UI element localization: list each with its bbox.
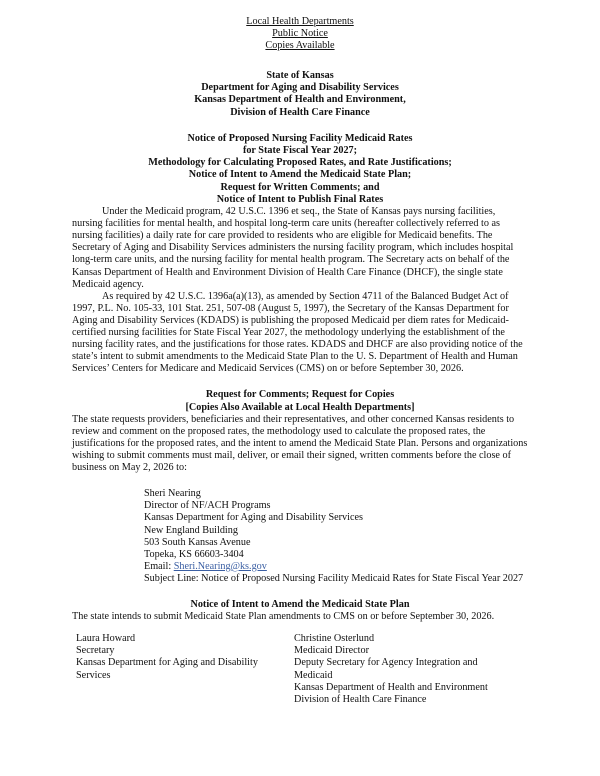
notice-title: [72, 133, 528, 206]
email-link[interactable]: Sheri.Nearing@ks.gov: [173, 560, 267, 572]
contact-street: 503 South Kansas Avenue: [144, 536, 251, 548]
sig-right-name: Christine Osterlund: [294, 633, 375, 645]
paragraph-requirements: As required by 42 U.S.C. 1396a(a)(13), as amended by Section 4711 of the Balanced Budget Act of 1997, P.L. No. 105-33, 101 Stat. 251, 507-08 (August 5, 1997), the Secretary of the Kansas Department for Aging and Disability Services (KDADS) is publishing the proposed Medicaid per diem rates for Medicaid-certified nursing facilities for State Fiscal Year 2027, the methodology underlying the establishment of the nursing facility rates, and the justifications for those rates. KDADS and DHCF are also providing notice of the state’s intent to submit amendments to the Medicaid State Plan to the U. S. Department of Health and Human Services’ Centers for Medicare and Medicaid Services (CMS) on or before September 30, 2026.: [72, 290, 523, 375]
paragraph-amend: The state intends to submit Medicaid State Plan amendments to CMS on or before September 30, 2026.: [72, 611, 495, 623]
sig-right-title-2a: Deputy Secretary for Agency Integration and: [294, 657, 478, 669]
agency-block: [72, 70, 528, 119]
document-header: [72, 16, 528, 52]
email-label: Email:: [144, 560, 174, 572]
sig-left-org-1: Kansas Department for Aging and Disability: [76, 657, 258, 669]
sig-left-title: Secretary: [76, 645, 115, 657]
header-line-2: Public Notice: [272, 28, 328, 39]
sig-right-org-2: Division of Health Care Finance: [294, 693, 427, 705]
signature-block: [72, 633, 528, 706]
agency-line-2: Department for Aging and Disability Services: [201, 82, 399, 94]
request-heading: [72, 389, 528, 413]
contact-block: [144, 488, 528, 585]
sig-left-org-2: Services: [76, 669, 111, 681]
signature-left: [72, 633, 294, 706]
contact-subject: Subject Line: Notice of Proposed Nursing Facility Medicaid Rates for State Fiscal Year 2027: [144, 572, 524, 584]
amend-heading: Notice of Intent to Amend the Medicaid State Plan: [190, 598, 410, 610]
contact-org: Kansas Department for Aging and Disability Services: [144, 512, 363, 524]
request-heading-line-2: [Copies Also Available at Local Health Departments]: [185, 401, 415, 413]
notice-line-1: Notice of Proposed Nursing Facility Medicaid Rates: [187, 132, 413, 144]
contact-title: Director of NF/ACH Programs: [144, 500, 271, 512]
sig-right-title-2b: Medicaid: [294, 669, 333, 681]
agency-line-4: Division of Health Care Finance: [230, 106, 370, 118]
header-line-3: Copies Available: [265, 40, 335, 51]
paragraph-medicaid-program: Under the Medicaid program, 42 U.S.C. 1396 et seq., the State of Kansas pays nursing facilities, nursing facilities for mental health, and hospital long-term care units (hereafter collectively referred to as nursing facilities) a daily rate for care provided to residents who are eligible for Medicaid benefits. The Secretary of Aging and Disability Services administers the nursing facility program, which includes hospital long-term care units, and the nursing facility for mental health program. The Secretary acts on behalf of the Kansas Department of Health and Environment Division of Health Care Finance (DHCF), the single state Medicaid agency.: [72, 206, 514, 290]
notice-line-5: Request for Written Comments; and: [220, 181, 380, 193]
notice-line-3: Methodology for Calculating Proposed Rates, and Rate Justifications;: [148, 157, 452, 169]
paragraph-request-comments: The state requests providers, beneficiaries and their representatives, and other concerned Kansas residents to review and comment on the proposed rates, the methodology used to calculate the proposed rates, the justifications for the proposed rates, and the intent to amend the Medicaid State Plan. Persons and organizations wishing to submit comments must mail, deliver, or email their signed, written comments before the close of business on May 2, 2026 to:: [72, 413, 528, 474]
signature-right: [294, 633, 524, 706]
contact-building: New England Building: [144, 524, 238, 536]
notice-line-4: Notice of Intent to Amend the Medicaid State Plan;: [188, 169, 412, 181]
contact-email-line: [144, 561, 528, 573]
header-line-1: Local Health Departments: [246, 16, 354, 27]
agency-line-1: State of Kansas: [266, 70, 334, 81]
contact-city: Topeka, KS 66603-3404: [144, 548, 244, 560]
sig-right-title: Medicaid Director: [294, 645, 369, 657]
request-heading-line-1: Request for Comments; Request for Copies: [205, 389, 395, 401]
agency-line-3: Kansas Department of Health and Environment,: [194, 94, 406, 106]
sig-right-org-1: Kansas Department of Health and Environment: [294, 681, 488, 693]
notice-line-6: Notice of Intent to Publish Final Rates: [216, 193, 384, 205]
contact-name: Sheri Nearing: [144, 488, 201, 500]
notice-line-2: for State Fiscal Year 2027;: [242, 145, 358, 157]
sig-left-name: Laura Howard: [76, 633, 136, 645]
